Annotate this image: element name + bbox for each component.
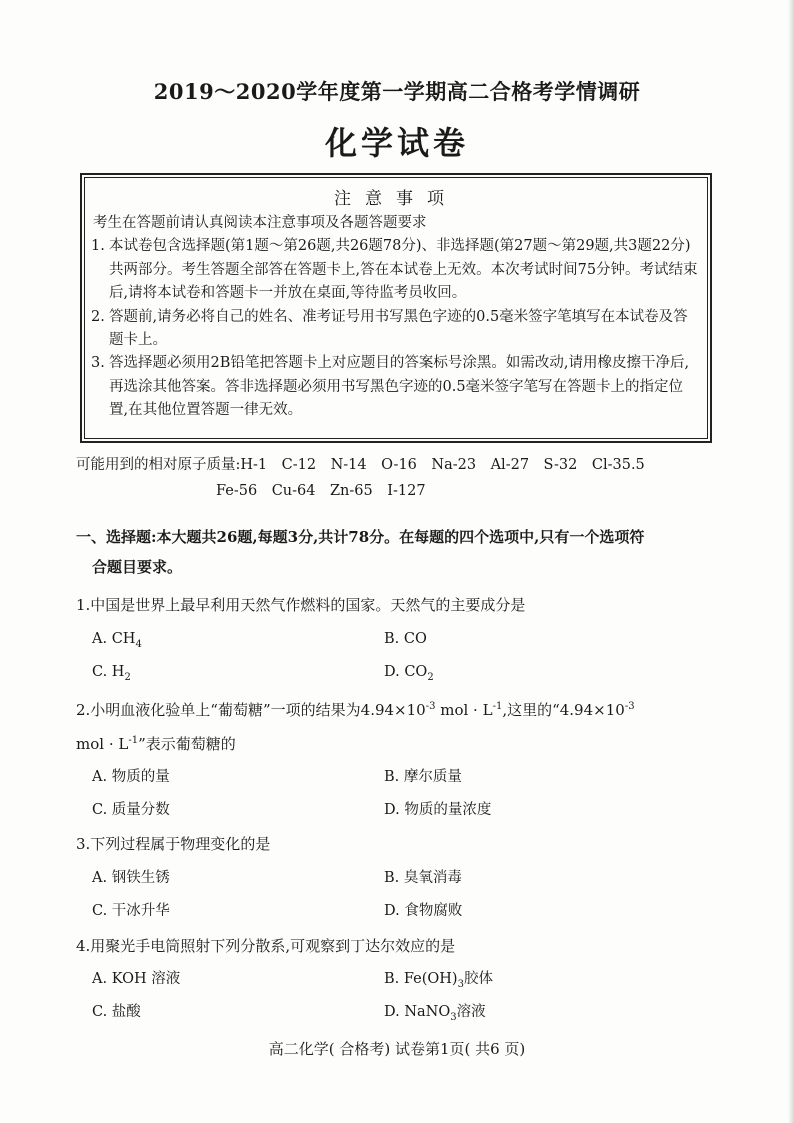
notice-item xyxy=(93,306,699,353)
scan-edge-shadow xyxy=(788,0,794,1123)
notice-item-number: 3. xyxy=(91,355,105,372)
notice-title: 注意事项 xyxy=(334,189,458,209)
question-1-option-b xyxy=(384,626,427,652)
question-1-option-d xyxy=(384,659,434,685)
question-2-option-c: C. 质量分数 xyxy=(92,802,170,818)
option-text: A. CH xyxy=(92,631,136,647)
atomic-masses-line2: Fe-56 Cu-64 Zn-65 I-127 xyxy=(216,483,426,499)
stem-superscript: -1 xyxy=(492,701,503,712)
notice-item xyxy=(93,235,699,305)
option-subscript: 3 xyxy=(457,978,464,990)
notice-item xyxy=(93,352,699,422)
option-subscript: 2 xyxy=(124,671,131,683)
stem-text: mol · L xyxy=(435,701,493,719)
option-text: C. 盐酸 xyxy=(92,1004,141,1020)
page-footer: 高二化学( 合格考) 试卷第1页( 共6 页) xyxy=(268,1040,526,1058)
option-text: 溶液 xyxy=(456,1004,486,1020)
option-subscript: 2 xyxy=(427,671,434,683)
question-3-option-d: D. 食物腐败 xyxy=(384,903,463,919)
notice-item-text: 答题前,请务必将自己的姓名、准考证号用书写黑色字迹的0.5毫米签字笔填写在本试卷及答题卡上。 xyxy=(109,308,688,349)
question-2-option-a: A. 物质的量 xyxy=(92,769,170,785)
section-heading-line1: 一、选择题:本大题共26题,每题3分,共计78分。在每题的四个选项中,只有一个选项符 xyxy=(76,528,645,546)
question-4-option-a xyxy=(92,966,180,992)
option-text: C. H xyxy=(92,664,125,680)
option-text: B. CO xyxy=(384,631,427,647)
atomic-masses-line1: 可能用到的相对原子质量:H-1 C-12 N-14 O-16 Na-23 Al-27 S-32 Cl-35.5 xyxy=(76,457,645,473)
stem-text: ”表示葡萄糖的 xyxy=(138,735,236,753)
section-heading xyxy=(76,522,726,582)
question-3-stem: 3.下列过程属于物理变化的是 xyxy=(76,835,271,853)
stem-superscript: -1 xyxy=(128,735,139,746)
question-3-option-b: B. 臭氧消毒 xyxy=(384,870,462,886)
stem-text: mol · L xyxy=(76,735,129,753)
question-3-option-a: A. 钢铁生锈 xyxy=(92,870,170,886)
question-4-option-c xyxy=(92,999,141,1025)
notice-item-text: 本试卷包含选择题(第1题～第26题,共26题78分)、非选择题(第27题～第29题,共3题22分)共两部分。考生答题全部答在答题卡上,答在本试卷上无效。本次考试时间75分钟。考试结束后,请将本试卷和答题卡一并放在桌面,等待监考员收回。 xyxy=(109,238,698,302)
option-text: B. Fe(OH) xyxy=(384,971,458,987)
notice-item-number: 2. xyxy=(91,308,105,325)
question-4-option-b xyxy=(384,966,493,992)
question-2-stem-line1 xyxy=(76,695,726,725)
question-2-stem-line2 xyxy=(76,729,726,759)
notice-item-text: 答选择题必须用2B铅笔把答题卡上对应题目的答案标号涂黑。如需改动,请用橡皮擦干净后,再选涂其他答案。答非选择题必须用书写黑色字迹的0.5毫米签字笔写在答题卡上的指定位置,在其他位置答题一律无效。 xyxy=(109,355,690,419)
notice-box xyxy=(84,177,708,439)
question-4-option-d xyxy=(384,999,486,1025)
section-heading-line2: 合题目要求。 xyxy=(92,558,183,576)
option-text: A. KOH 溶液 xyxy=(92,971,181,987)
question-2-option-d: D. 物质的量浓度 xyxy=(384,802,492,818)
stem-text: 2.小明血液化验单上“葡萄糖”一项的结果为4.94×10 xyxy=(76,701,426,719)
question-3-option-c: C. 干冰升华 xyxy=(92,903,170,919)
exam-header-title: 2019～2020学年度第一学期高二合格考学情调研 xyxy=(153,79,641,104)
atomic-masses xyxy=(76,452,716,504)
question-1-option-c xyxy=(92,659,131,685)
question-2-option-b: B. 摩尔质量 xyxy=(384,769,462,785)
stem-superscript: -3 xyxy=(425,701,436,712)
question-4-stem: 4.用聚光手电筒照射下列分散系,可观察到丁达尔效应的是 xyxy=(76,937,456,955)
stem-superscript: -3 xyxy=(624,701,635,712)
question-1-stem: 1.中国是世界上最早利用天然气作燃料的国家。天然气的主要成分是 xyxy=(76,596,526,614)
question-1-option-a xyxy=(92,626,142,652)
option-text: D. NaNO xyxy=(384,1004,451,1020)
option-subscript: 4 xyxy=(135,638,142,650)
option-text: 胶体 xyxy=(463,971,493,987)
notice-intro: 考生在答题前请认真阅读本注意事项及各题答题要求 xyxy=(93,215,427,231)
option-subscript: 3 xyxy=(450,1011,457,1023)
notice-item-number: 1. xyxy=(91,238,105,255)
stem-text: ,这里的“4.94×10 xyxy=(502,701,625,719)
option-text: D. CO xyxy=(384,664,428,680)
exam-subject-title: 化学试卷 xyxy=(324,124,469,162)
